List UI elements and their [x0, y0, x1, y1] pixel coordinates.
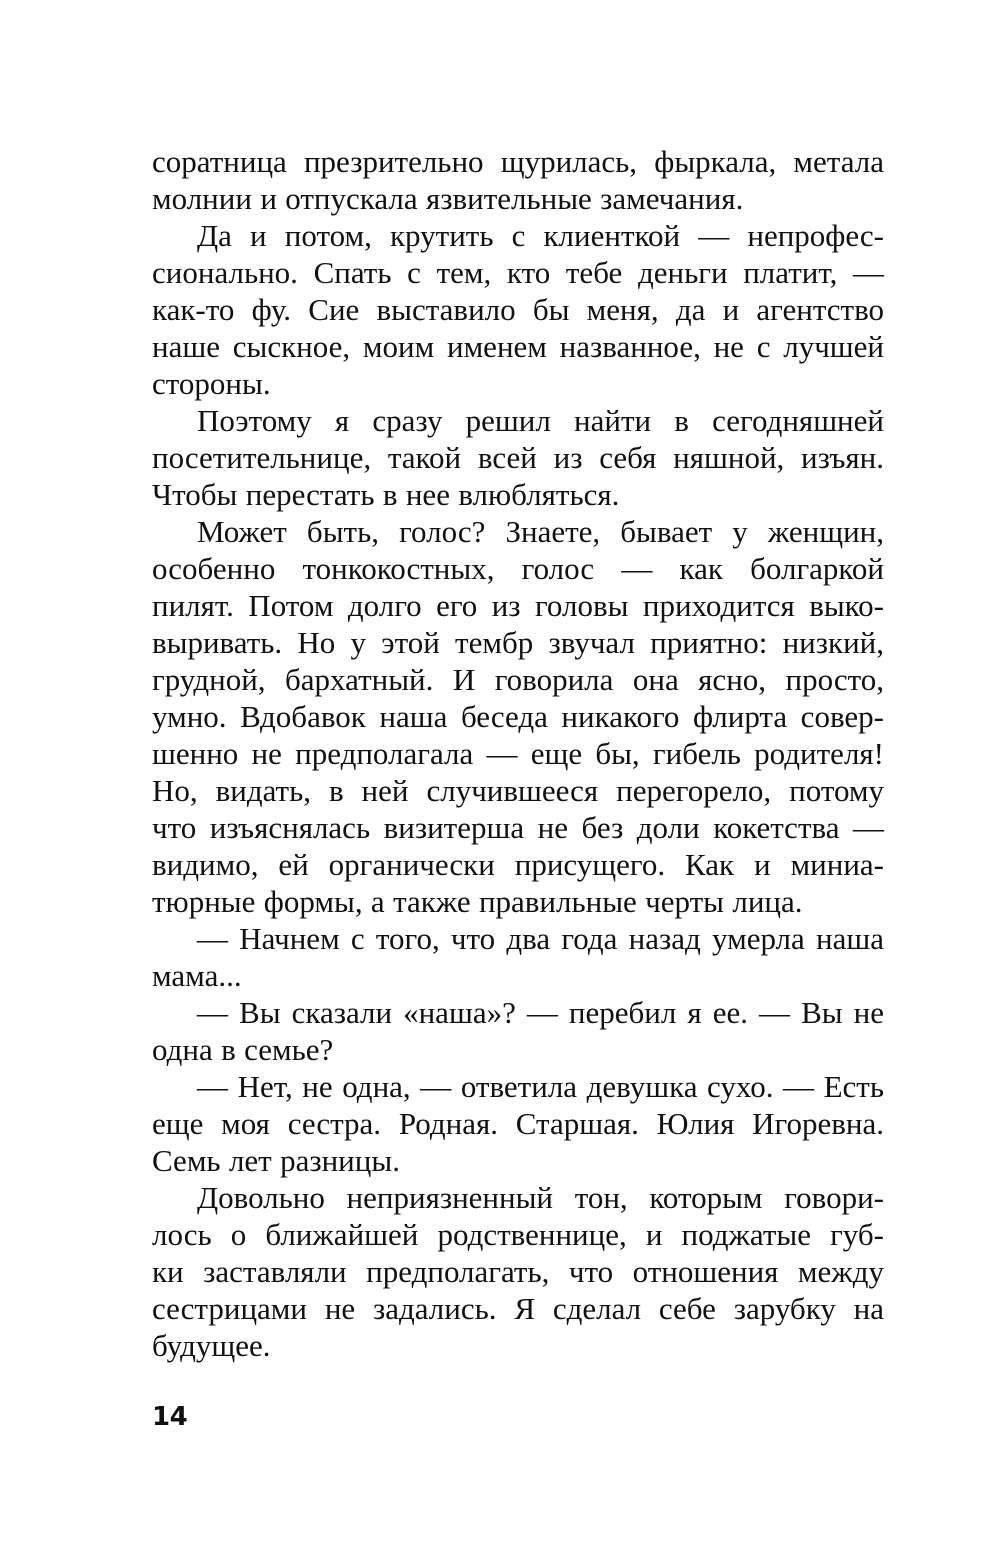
- text-line: видимо, ей органически присущего. Как и миниа-: [152, 847, 884, 882]
- text-line: молнии и отпускала язвительные замечания.: [152, 181, 744, 216]
- text-line: соратница презрительно щурилась, фыркала, метала: [152, 144, 884, 179]
- paragraph-7: [152, 1068, 884, 1179]
- text-line: одна в семье?: [152, 1032, 334, 1067]
- text-line: наше сыскное, моим именем названное, не с лучшей: [152, 329, 884, 364]
- paragraph-2: [152, 217, 884, 402]
- paragraph-1: [152, 143, 884, 217]
- text-line: еще моя сестра. Родная. Старшая. Юлия Игоревна.: [152, 1106, 884, 1141]
- text-line: сестрицами не задались. Я сделал себе зарубку на: [152, 1291, 884, 1326]
- text-line: тюрные формы, а также правильные черты лица.: [152, 884, 803, 919]
- text-line: Но, видать, в ней случившееся перегорело, потому: [152, 773, 884, 808]
- text-line: стороны.: [152, 366, 271, 401]
- text-line: посетительнице, такой всей из себя няшной, изъян.: [152, 440, 884, 475]
- page-number: 14: [152, 1402, 188, 1432]
- text-line: ки заставляли предполагать, что отношения между: [152, 1254, 884, 1289]
- text-line: — Нет, не одна, — ответила девушка сухо. — Есть: [197, 1069, 884, 1104]
- text-line: Чтобы перестать в нее влюбляться.: [152, 477, 620, 512]
- paragraph-8: [152, 1179, 884, 1364]
- text-line: — Вы сказали «наша»? — перебил я ее. — Вы не: [197, 995, 884, 1030]
- text-line: Поэтому я сразу решил найти в сегодняшней: [197, 403, 884, 438]
- text-line: Да и потом, крутить с клиенткой — непрофес-: [197, 218, 884, 253]
- text-line: — Начнем с того, что два года назад умерла наша: [197, 921, 884, 956]
- text-line: как-то фу. Сие выставило бы меня, да и агентство: [152, 292, 884, 327]
- paragraph-5: [152, 920, 884, 994]
- text-line: пилят. Потом долго его из головы приходится выко-: [152, 588, 884, 623]
- text-line: шенно не предполагала — еще бы, гибель родителя!: [152, 736, 884, 771]
- text-line: мама...: [152, 958, 242, 993]
- paragraph-4: [152, 513, 884, 920]
- text-line: выривать. Но у этой тембр звучал приятно: низкий,: [152, 625, 884, 660]
- book-page-body: [152, 143, 884, 1364]
- text-line: Семь лет разницы.: [152, 1143, 400, 1178]
- text-line: умно. Вдобавок наша беседа никакого флирта совер-: [152, 699, 884, 734]
- text-line: Может быть, голос? Знаете, бывает у женщин,: [197, 514, 884, 549]
- text-line: сионально. Спать с тем, кто тебе деньги платит, —: [152, 255, 884, 290]
- paragraph-6: [152, 994, 884, 1068]
- text-line: грудной, бархатный. И говорила она ясно, просто,: [152, 662, 884, 697]
- text-line: лось о ближайшей родственнице, и поджатые губ-: [152, 1217, 884, 1252]
- paragraph-3: [152, 402, 884, 513]
- text-line: что изъяснялась визитерша не без доли кокетства —: [152, 810, 884, 845]
- text-line: особенно тонкокостных, голос — как болгаркой: [152, 551, 884, 586]
- text-line: будущее.: [152, 1328, 271, 1363]
- text-line: Довольно неприязненный тон, которым говори-: [197, 1180, 884, 1215]
